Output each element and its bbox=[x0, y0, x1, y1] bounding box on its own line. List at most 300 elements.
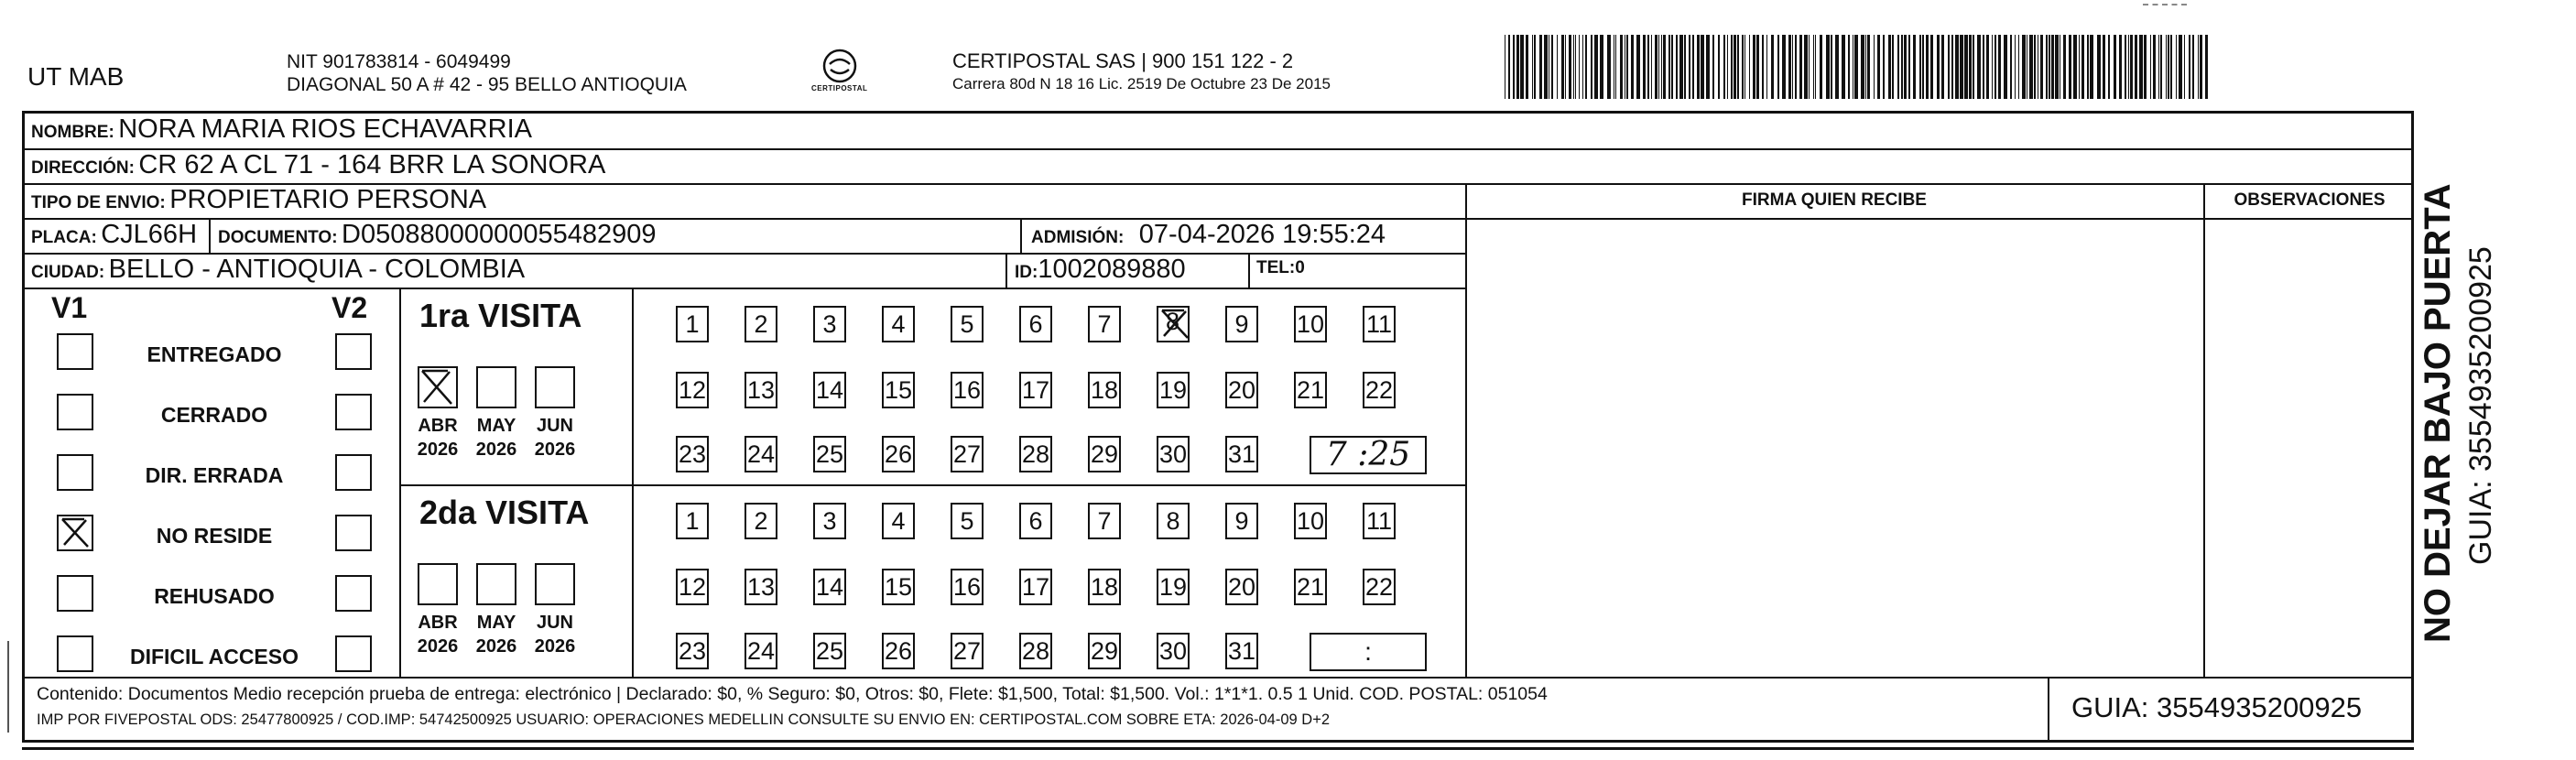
barcode-bar bbox=[1689, 35, 1690, 99]
month-checkbox bbox=[535, 563, 575, 605]
col-divider-firma bbox=[1465, 183, 1467, 677]
barcode-bar bbox=[1684, 35, 1686, 99]
time-box: 7 :25 bbox=[1310, 436, 1427, 474]
barcode-bar bbox=[2114, 35, 2116, 99]
day-box: 30 bbox=[1157, 633, 1190, 669]
documento-label: DOCUMENTO: bbox=[218, 228, 338, 247]
barcode-bar bbox=[1815, 35, 1816, 99]
barcode-bar bbox=[1594, 35, 1598, 99]
v1-checkbox bbox=[57, 333, 93, 370]
documento-value: D05088000000055482909 bbox=[342, 220, 657, 249]
barcode-bar bbox=[1565, 35, 1566, 99]
barcode-bar bbox=[2079, 35, 2080, 99]
day-box: 28 bbox=[1019, 436, 1052, 472]
ciudad-cell bbox=[31, 255, 525, 285]
day-box: 18 bbox=[1088, 569, 1121, 605]
barcode-bar bbox=[1926, 35, 1929, 99]
carrier-name: CERTIPOSTAL SAS | 900 151 122 - 2 bbox=[952, 49, 1294, 72]
day-box: 5 bbox=[951, 306, 984, 342]
barcode-bar bbox=[1842, 35, 1845, 99]
barcode-bar bbox=[1742, 35, 1744, 99]
day-box: 27 bbox=[951, 436, 984, 472]
month-checkbox bbox=[476, 366, 516, 408]
v1-checkbox bbox=[57, 635, 93, 672]
col-divider-obs bbox=[2203, 183, 2205, 677]
barcode-bar bbox=[1692, 35, 1694, 99]
tel-label: TEL: bbox=[1256, 258, 1296, 277]
year-label: 2026 bbox=[417, 440, 459, 460]
day-box: 17 bbox=[1019, 569, 1052, 605]
barcode-bar bbox=[2168, 35, 2169, 99]
barcode-bar bbox=[2049, 35, 2050, 99]
barcode-bar bbox=[1718, 35, 1720, 99]
barcode-bar bbox=[1960, 35, 1963, 99]
barcode-bar bbox=[1955, 35, 1959, 99]
id-label: ID: bbox=[1015, 263, 1038, 282]
barcode-bar bbox=[1795, 35, 1797, 99]
col-divider-months bbox=[632, 288, 634, 677]
day-box: 3 bbox=[813, 306, 846, 342]
status-label: REHUSADO bbox=[154, 584, 275, 608]
v2-header: V2 bbox=[332, 291, 368, 324]
col-divider-id bbox=[1005, 253, 1007, 288]
barcode-bar bbox=[1626, 35, 1628, 99]
id-cell bbox=[1015, 255, 1186, 285]
month-checkbox bbox=[476, 563, 516, 605]
barcode-bar bbox=[1539, 35, 1542, 99]
row-divider bbox=[399, 484, 1465, 486]
barcode-bar bbox=[1573, 35, 1574, 99]
day-box: 16 bbox=[951, 569, 984, 605]
day-box: 13 bbox=[745, 569, 777, 605]
barcode-bar bbox=[2139, 35, 2143, 99]
barcode-bar bbox=[2022, 35, 2026, 99]
checkmark-x-icon bbox=[59, 516, 92, 549]
day-box: 23 bbox=[676, 436, 709, 472]
day-box: 30 bbox=[1157, 436, 1190, 472]
barcode-bar bbox=[1647, 35, 1649, 99]
day-box: 19 bbox=[1157, 569, 1190, 605]
barcode-bar bbox=[1919, 35, 1921, 99]
barcode-bar bbox=[2192, 35, 2194, 99]
barcode-bar bbox=[1901, 35, 1903, 99]
v1-checkbox bbox=[57, 394, 93, 430]
nit: NIT 901783814 - 6049499 bbox=[287, 51, 511, 72]
barcode-bar bbox=[2097, 35, 2101, 99]
day-box: 9 bbox=[1225, 503, 1258, 539]
barcode-bar bbox=[2166, 35, 2167, 99]
barcode-bar bbox=[1643, 35, 1646, 99]
day-box: 3 bbox=[813, 503, 846, 539]
day-box: 14 bbox=[813, 372, 846, 408]
barcode-bar bbox=[2034, 35, 2036, 99]
barcode bbox=[1505, 35, 2212, 99]
barcode-bar bbox=[2004, 35, 2007, 99]
placa-cell bbox=[31, 220, 197, 250]
barcode-bar bbox=[2010, 35, 2012, 99]
day-box: 25 bbox=[813, 633, 846, 669]
barcode-bar bbox=[2087, 35, 2089, 99]
barcode-bar bbox=[1766, 35, 1767, 99]
barcode-bar bbox=[1753, 35, 1755, 99]
barcode-bar bbox=[1671, 35, 1673, 99]
status-label: ENTREGADO bbox=[147, 342, 282, 366]
day-box: 11 bbox=[1363, 503, 1396, 539]
barcode-bar bbox=[1977, 35, 1981, 99]
barcode-bar bbox=[2015, 35, 2016, 99]
day-box: 7 bbox=[1088, 306, 1121, 342]
barcode-bar bbox=[1820, 35, 1822, 99]
barcode-bar bbox=[2063, 35, 2066, 99]
barcode-bar bbox=[1771, 35, 1774, 99]
barcode-bar bbox=[1877, 35, 1880, 99]
day-box: 19 bbox=[1157, 372, 1190, 408]
day-box: 10 bbox=[1294, 306, 1327, 342]
barcode-bar bbox=[1892, 35, 1894, 99]
barcode-bar bbox=[1544, 35, 1548, 99]
barcode-bar bbox=[2184, 35, 2185, 99]
firma-header: FIRMA QUIEN RECIBE bbox=[1742, 190, 1927, 210]
month-label: MAY bbox=[476, 416, 516, 436]
barcode-bar bbox=[1930, 35, 1933, 99]
day-box: 2 bbox=[745, 306, 777, 342]
no-dejar-notice: NO DEJAR BAJO PUERTA bbox=[2418, 183, 2458, 643]
barcode-bar bbox=[1668, 35, 1670, 99]
carrier-address: Carrera 80d N 18 16 Lic. 2519 De Octubre 23 De 2015 bbox=[952, 75, 1331, 92]
barcode-bar bbox=[1575, 35, 1576, 99]
barcode-bar bbox=[1557, 35, 1558, 99]
barcode-bar bbox=[1883, 35, 1885, 99]
barcode-bar bbox=[1941, 35, 1944, 99]
barcode-bar bbox=[1607, 35, 1611, 99]
barcode-bar bbox=[1561, 35, 1564, 99]
tel-cell bbox=[1256, 258, 1305, 278]
page-edge-mark bbox=[7, 641, 9, 733]
barcode-bar bbox=[2144, 35, 2147, 99]
barcode-bar bbox=[2158, 35, 2159, 99]
footer-content-line: Contenido: Documentos Medio recepción prueba de entrega: electrónico | Declarado: $0, % Seguro: $0, Otros: $0, Flete: $1,500, Total: $1,500. Vol.: 1*1*1. 0.5 1 Unid. COD. POSTAL: 051054 bbox=[37, 684, 1548, 704]
month-label: JUN bbox=[536, 613, 573, 633]
day-box: 14 bbox=[813, 569, 846, 605]
barcode-bar bbox=[1663, 35, 1666, 99]
day-box: 9 bbox=[1225, 306, 1258, 342]
day-box: 12 bbox=[676, 372, 709, 408]
day-box: 20 bbox=[1225, 372, 1258, 408]
barcode-bar bbox=[2073, 35, 2077, 99]
admision-value: 07-04-2026 19:55:24 bbox=[1138, 220, 1386, 249]
company-name: UT MAB bbox=[27, 62, 125, 91]
barcode-bar bbox=[2160, 35, 2162, 99]
barcode-bar bbox=[1951, 35, 1953, 99]
barcode-bar bbox=[1897, 35, 1899, 99]
barcode-bar bbox=[1620, 35, 1623, 99]
barcode-bar bbox=[1734, 35, 1736, 99]
barcode-bar bbox=[1727, 35, 1728, 99]
direccion-value: CR 62 A CL 71 - 164 BRR LA SONORA bbox=[138, 150, 606, 179]
footer-print-line: IMP POR FIVEPOSTAL ODS: 25477800925 / COD.IMP: 54742500925 USUARIO: OPERACIONES MEDELLIN CONSULTE SU ENVIO EN: CERTIPOSTAL.COM SOBRE ETA: 2026-04-09 D+2 bbox=[37, 711, 1331, 728]
barcode-bar bbox=[1658, 35, 1659, 99]
barcode-bar bbox=[1782, 35, 1786, 99]
day-box: 29 bbox=[1088, 436, 1121, 472]
day-box: 15 bbox=[882, 372, 915, 408]
day-box: 31 bbox=[1225, 633, 1258, 669]
day-box: 21 bbox=[1294, 372, 1327, 408]
barcode-bar bbox=[2128, 35, 2129, 99]
footer-guia: GUIA: 3554935200925 bbox=[2071, 691, 2363, 723]
tel-value: 0 bbox=[1295, 258, 1305, 277]
barcode-bar bbox=[2189, 35, 2190, 99]
barcode-bar bbox=[1534, 35, 1536, 99]
barcode-bar bbox=[1508, 35, 1510, 99]
year-label: 2026 bbox=[475, 440, 517, 460]
v1-checkbox bbox=[57, 454, 93, 491]
barcode-bar bbox=[1865, 35, 1866, 99]
barcode-bar bbox=[1835, 35, 1839, 99]
barcode-bar bbox=[1569, 35, 1571, 99]
day-box: 23 bbox=[676, 633, 709, 669]
placa-value: CJL66H bbox=[101, 220, 198, 249]
page-edge-mark bbox=[22, 747, 2414, 750]
month-checkbox bbox=[535, 366, 575, 408]
day-box: 2 bbox=[745, 503, 777, 539]
day-box: 25 bbox=[813, 436, 846, 472]
admision-cell bbox=[1031, 220, 1386, 250]
barcode-bar bbox=[1908, 35, 1910, 99]
status-label: CERRADO bbox=[160, 403, 268, 427]
barcode-bar bbox=[1777, 35, 1779, 99]
day-box: 5 bbox=[951, 503, 984, 539]
year-label: 2026 bbox=[534, 440, 576, 460]
barcode-bar bbox=[1994, 35, 1996, 99]
observaciones-header: OBSERVACIONES bbox=[2234, 190, 2386, 210]
tipo-value: PROPIETARIO PERSONA bbox=[169, 185, 487, 214]
barcode-bar bbox=[1992, 35, 1993, 99]
status-label: DIFICIL ACCESO bbox=[129, 645, 299, 668]
day-box: 24 bbox=[745, 436, 777, 472]
barcode-bar bbox=[1848, 35, 1850, 99]
barcode-bar bbox=[2125, 35, 2126, 99]
guia-box-divider bbox=[2048, 677, 2049, 743]
barcode-bar bbox=[2119, 35, 2122, 99]
col-divider-visits bbox=[399, 288, 401, 677]
day-box: 26 bbox=[882, 436, 915, 472]
day-box: 6 bbox=[1019, 503, 1052, 539]
barcode-bar bbox=[1651, 35, 1652, 99]
year-label: 2026 bbox=[475, 636, 517, 657]
barcode-bar bbox=[2153, 35, 2156, 99]
day-box: 16 bbox=[951, 372, 984, 408]
barcode-bar bbox=[2205, 35, 2208, 99]
barcode-bar bbox=[1600, 35, 1603, 99]
barcode-bar bbox=[1826, 35, 1830, 99]
day-box: 4 bbox=[882, 306, 915, 342]
barcode-bar bbox=[1831, 35, 1832, 99]
v2-checkbox bbox=[335, 454, 372, 491]
barcode-bar bbox=[2069, 35, 2071, 99]
barcode-bar bbox=[1636, 35, 1640, 99]
barcode-bar bbox=[1813, 35, 1814, 99]
day-box: 22 bbox=[1363, 569, 1396, 605]
certipostal-logo bbox=[810, 46, 870, 101]
month-checkbox bbox=[418, 563, 458, 605]
page-corner-mark bbox=[2143, 4, 2187, 7]
barcode-bar bbox=[1585, 35, 1587, 99]
day-box: 17 bbox=[1019, 372, 1052, 408]
month-label: MAY bbox=[476, 613, 516, 633]
v1-header: V1 bbox=[51, 291, 88, 324]
v2-checkbox bbox=[335, 575, 372, 612]
day-box: 10 bbox=[1294, 503, 1327, 539]
barcode-bar bbox=[1749, 35, 1750, 99]
nombre-row bbox=[31, 114, 532, 145]
barcode-bar bbox=[1998, 35, 2001, 99]
barcode-bar bbox=[2029, 35, 2033, 99]
barcode-bar bbox=[2135, 35, 2137, 99]
barcode-bar bbox=[1854, 35, 1858, 99]
barcode-bar bbox=[1874, 35, 1875, 99]
barcode-bar bbox=[2081, 35, 2084, 99]
col-divider-tel bbox=[1248, 253, 1250, 288]
barcode-bar bbox=[1792, 35, 1793, 99]
status-label: NO RESIDE bbox=[156, 524, 273, 548]
barcode-bar bbox=[1723, 35, 1725, 99]
row-divider bbox=[22, 677, 2414, 679]
barcode-bar bbox=[2179, 35, 2182, 99]
day-box: 15 bbox=[882, 569, 915, 605]
time-box: : bbox=[1310, 633, 1427, 671]
barcode-bar bbox=[1513, 35, 1515, 99]
v1-checkbox bbox=[57, 575, 93, 612]
month-label: ABR bbox=[418, 613, 458, 633]
crossed-day-digit: 8 bbox=[1166, 308, 1180, 335]
barcode-bar bbox=[1712, 35, 1714, 99]
v2-checkbox bbox=[335, 635, 372, 672]
barcode-bar bbox=[2090, 35, 2093, 99]
barcode-bar bbox=[1516, 35, 1519, 99]
v2-checkbox bbox=[335, 394, 372, 430]
ciudad-value: BELLO - ANTIOQUIA - COLOMBIA bbox=[108, 255, 526, 284]
day-box: 12 bbox=[676, 569, 709, 605]
barcode-bar bbox=[1969, 35, 1972, 99]
barcode-bar bbox=[2108, 35, 2110, 99]
barcode-bar bbox=[1551, 35, 1553, 99]
barcode-bar bbox=[1804, 35, 1808, 99]
barcode-bar bbox=[2051, 35, 2054, 99]
barcode-bar bbox=[1756, 35, 1759, 99]
placa-label: PLACA: bbox=[31, 228, 97, 247]
barcode-bar bbox=[2130, 35, 2133, 99]
sender-address: DIAGONAL 50 A # 42 - 95 BELLO ANTIOQUIA bbox=[287, 74, 687, 95]
day-box: 27 bbox=[951, 633, 984, 669]
day-box: 8 bbox=[1157, 503, 1190, 539]
barcode-bar bbox=[1799, 35, 1802, 99]
v2-checkbox bbox=[335, 333, 372, 370]
barcode-bar bbox=[2040, 35, 2043, 99]
barcode-bar bbox=[2103, 35, 2105, 99]
barcode-bar bbox=[1762, 35, 1764, 99]
day-box: 6 bbox=[1019, 306, 1052, 342]
nombre-label: NOMBRE: bbox=[31, 123, 114, 142]
visit-title: 1ra VISITA bbox=[419, 297, 582, 334]
barcode-bar bbox=[2150, 35, 2151, 99]
barcode-bar bbox=[2198, 35, 2199, 99]
col-divider-admision bbox=[1020, 218, 1022, 253]
barcode-bar bbox=[1615, 35, 1616, 99]
nombre-value: NORA MARIA RIOS ECHAVARRIA bbox=[118, 114, 532, 144]
barcode-bar bbox=[1964, 35, 1968, 99]
direccion-row bbox=[31, 150, 605, 180]
barcode-bar bbox=[1661, 35, 1662, 99]
row-divider bbox=[22, 288, 1465, 289]
admision-label: ADMISIÓN: bbox=[1031, 228, 1125, 247]
day-box: 1 bbox=[676, 306, 709, 342]
barcode-bar bbox=[1697, 35, 1700, 99]
barcode-bar bbox=[2018, 35, 2019, 99]
barcode-bar bbox=[1983, 35, 1984, 99]
day-box: 20 bbox=[1225, 569, 1258, 605]
day-box: 1 bbox=[676, 503, 709, 539]
logo-text: CERTIPOSTAL bbox=[811, 84, 868, 92]
barcode-bar bbox=[1888, 35, 1891, 99]
v2-checkbox bbox=[335, 515, 372, 551]
day-box: 31 bbox=[1225, 436, 1258, 472]
barcode-bar bbox=[1579, 35, 1580, 99]
ciudad-label: CIUDAD: bbox=[31, 263, 105, 282]
day-box: 21 bbox=[1294, 569, 1327, 605]
month-label: JUN bbox=[536, 416, 573, 436]
barcode-bar bbox=[1867, 35, 1870, 99]
barcode-bar bbox=[1655, 35, 1658, 99]
barcode-bar bbox=[1986, 35, 1989, 99]
day-box: 24 bbox=[745, 633, 777, 669]
barcode-bar bbox=[1701, 35, 1704, 99]
documento-cell bbox=[218, 220, 657, 250]
barcode-bar bbox=[1631, 35, 1634, 99]
year-label: 2026 bbox=[417, 636, 459, 657]
tipo-row bbox=[31, 185, 486, 215]
barcode-bar bbox=[1737, 35, 1739, 99]
barcode-bar bbox=[2170, 35, 2172, 99]
barcode-bar bbox=[1582, 35, 1583, 99]
direccion-label: DIRECCIÓN: bbox=[31, 158, 135, 178]
barcode-bar bbox=[1973, 35, 1974, 99]
barcode-bar bbox=[1904, 35, 1907, 99]
day-box: 28 bbox=[1019, 633, 1052, 669]
barcode-bar bbox=[1731, 35, 1733, 99]
barcode-bar bbox=[1913, 35, 1916, 99]
side-guia: GUIA: 3554935200925 bbox=[2463, 246, 2498, 565]
day-box: 7 bbox=[1088, 503, 1121, 539]
barcode-bar bbox=[1679, 35, 1683, 99]
barcode-bar bbox=[2200, 35, 2202, 99]
checkmark-x-icon bbox=[418, 368, 455, 407]
barcode-bar bbox=[1526, 35, 1528, 99]
barcode-bar bbox=[1788, 35, 1791, 99]
day-box: 4 bbox=[882, 503, 915, 539]
barcode-bar bbox=[1520, 35, 1524, 99]
day-box: 29 bbox=[1088, 633, 1121, 669]
year-label: 2026 bbox=[534, 636, 576, 657]
col-divider-placa bbox=[209, 218, 211, 253]
day-box: 22 bbox=[1363, 372, 1396, 408]
barcode-bar bbox=[1532, 35, 1533, 99]
barcode-bar bbox=[1937, 35, 1940, 99]
barcode-bar bbox=[1591, 35, 1592, 99]
day-box: 18 bbox=[1088, 372, 1121, 408]
day-box: 11 bbox=[1363, 306, 1396, 342]
barcode-bar bbox=[1809, 35, 1810, 99]
tipo-label: TIPO DE ENVIO: bbox=[31, 193, 166, 212]
